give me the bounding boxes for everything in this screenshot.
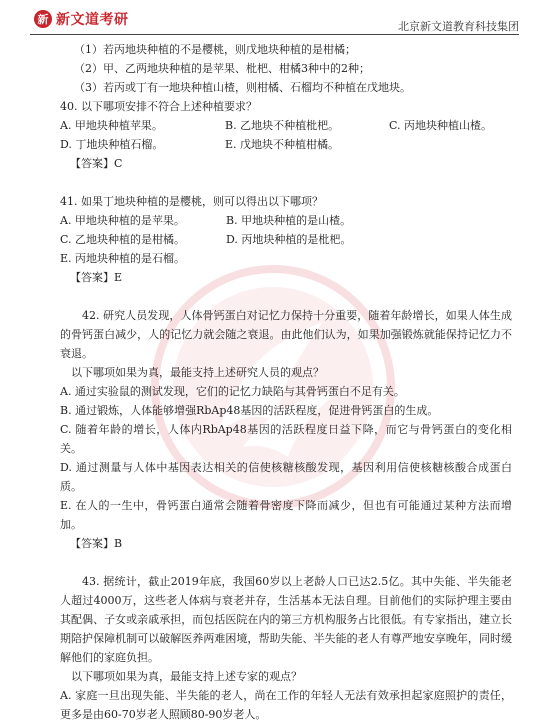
q40-option-e: E. 戊地块不种植柑橘。: [225, 138, 340, 151]
header-divider: [30, 34, 519, 35]
q41-options-row-1: [60, 211, 512, 230]
q42-option-a: A. 通过实验鼠的测试发现，它们的记忆力缺陷与其骨钙蛋白不足有关。: [60, 385, 405, 398]
q41-option-c: C. 乙地块种植的是柑橘。: [60, 233, 186, 246]
q40-options-row-2: [60, 135, 512, 154]
q42-option-b: B. 通过锻炼，人体能够增强RbAp48基因的活跃程度，促进骨钙蛋白的生成。: [60, 404, 439, 417]
q41-option-e: E. 丙地块种植的是石榴。: [60, 252, 186, 265]
q40-answer: 【答案】C: [70, 157, 123, 170]
q40-stem: 40. 以下哪项安排不符合上述种植要求？: [60, 100, 257, 113]
logo-text: 新文道考研: [56, 12, 129, 28]
logo-icon: 新: [34, 10, 52, 28]
q43-stem: 43. 据统计，截止2019年底，我国60岁以上老龄人口已达2.5亿。其中失能、半失能老人超过4000万，这些老人体病与衰老并存，生活基本无法自理。目前他们的实际护理主要由其配偶、子女或亲戚承担，而包括医院在内的第三方机构服务占比很低。有专家指出，建立长期陪护保障机制可以破解医养两难困境，帮助失能、半失能的老人有尊严地安享晚年，同时缓解他们的家庭负担。: [60, 575, 512, 664]
q43-question: 以下哪项如果为真，最能支持上述专家的观点？: [71, 670, 302, 683]
q40-options-row-1: [60, 116, 512, 135]
condition-1: （1）若丙地块种植的不是樱桃，则戊地块种植的是柑橘；: [74, 43, 356, 56]
q42-option-d: D. 通过测量与人体中基因表达相关的信使核糖核酸发现，基因利用信使核糖核酸合成蛋白质。: [60, 461, 512, 493]
q41-stem: 41. 如果丁地块种植的是樱桃，则可以得出以下哪项？: [60, 195, 323, 208]
q40-option-d: D. 丁地块种植石榴。: [60, 138, 164, 151]
q41-option-b: B. 甲地块种植的是山楂。: [226, 214, 352, 227]
q42-question: 以下哪项如果为真，最能支持上述研究人员的观点？: [71, 366, 324, 379]
condition-2: （2）甲、乙两地块种植的是苹果、枇杷、柑橘3种中的2种；: [74, 62, 370, 75]
condition-3: （3）若丙或丁有一地块种植山楂，则柑橘、石榴均不种植在戊地块。: [74, 81, 411, 94]
q42-option-e: E. 在人的一生中，骨钙蛋白通常会随着骨密度下降而减少，但也有可能通过某种方法而增加。: [60, 499, 512, 531]
q42-option-c: C. 随着年龄的增长，人体内RbAp48基因的活跃程度日益下降，而它与骨钙蛋白的变化相关。: [60, 423, 512, 455]
q41-option-d: D. 丙地块种植的是枇杷。: [226, 233, 352, 246]
q42-stem: 42. 研究人员发现，人体骨钙蛋白对记忆力保持十分重要，随着年龄增长，如果人体生成的骨钙蛋白减少，人的记忆力就会随之衰退。由此他们认为，如果加强锻炼就能保持记忆力不衰退。: [60, 309, 512, 360]
q40-option-a: A. 甲地块种植苹果。: [60, 119, 163, 132]
q40-option-b: B. 乙地块不种植枇杷。: [225, 119, 340, 132]
q40-option-c: C. 丙地块种植山楂。: [389, 119, 493, 132]
company-name: 北京新文道教育科技集团: [398, 20, 519, 33]
q41-answer: 【答案】E: [70, 271, 123, 284]
exam-content: [60, 40, 512, 724]
q42-answer: 【答案】B: [70, 537, 123, 550]
q41-option-a: A. 甲地块种植的是苹果。: [60, 214, 185, 227]
page-header: [0, 0, 549, 36]
q43-option-a: A. 家庭一旦出现失能、半失能的老人，尚在工作的年轻人无法有效承担起家庭照护的责任，更多是由60-70岁老人照顾80-90岁老人。: [60, 689, 512, 721]
brand-logo: [34, 9, 129, 29]
q41-options-row-2: [60, 230, 512, 249]
